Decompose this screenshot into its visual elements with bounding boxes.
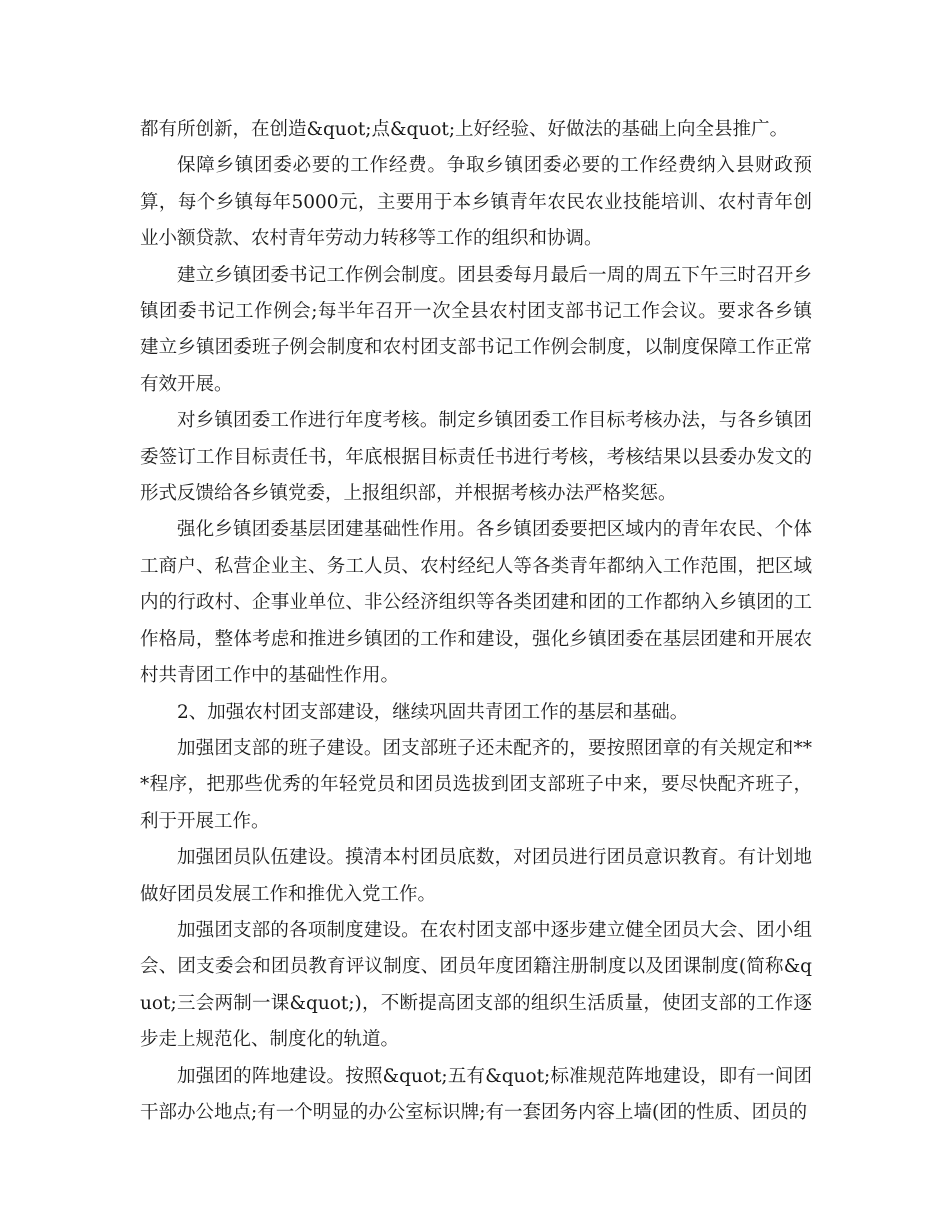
paragraph-leadership-building: 加强团支部的班子建设。团支部班子还未配齐的，要按照团章的有关规定和***程序，把那些优秀的年轻党员和团员选拔到团支部班子中来，要尽快配齐班子，利于开展工作。 <box>140 737 812 832</box>
paragraph-grassroots-role: 强化乡镇团委基层团建基础性作用。各乡镇团委要把区域内的青年农民、个体工商户、私营企业主、务工人员、农村经纪人等各类青年都纳入工作范围，把区域内的行政村、企事业单位、非公经济组织等各类团建和团的工作都纳入乡镇团的工作格局，整体考虑和推进乡镇团的工作和建设，强化乡镇团委在基层团建和开展农村共青团工作中的基础性作用。 <box>140 519 812 687</box>
section-heading-branch-building: 2、加强农村团支部建设，继续巩固共青团工作的基层和基础。 <box>177 701 689 723</box>
paragraph-position-building: 加强团的阵地建设。按照&quot;五有&quot;标准规范阵地建设，即有一间团干部办公地点;有一个明显的办公室标识牌;有一套团务内容上墙(团的性质、团员的 <box>140 1065 812 1123</box>
paragraph-meeting-system: 建立乡镇团委书记工作例会制度。团县委每月最后一周的周五下午三时召开乡镇团委书记工作例会;每半年召开一次全县农村团支部书记工作会议。要求各乡镇建立乡镇团委班子例会制度和农村团支部书记工作例会制度，以制度保障工作正常有效开展。 <box>140 264 812 395</box>
paragraph-member-building: 加强团员队伍建设。摸清本村团员底数，对团员进行团员意识教育。有计划地做好团员发展工作和推优入党工作。 <box>140 847 812 905</box>
paragraph-continuation: 都有所创新，在创造&quot;点&quot;上好经验、好做法的基础上向全县推广。 <box>140 119 789 140</box>
paragraph-work-funding: 保障乡镇团委必要的工作经费。争取乡镇团委必要的工作经费纳入县财政预算，每个乡镇每年5000元，主要用于本乡镇青年农民农业技能培训、农村青年创业小额贷款、农村青年劳动力转移等工作的组织和协调。 <box>140 155 812 250</box>
paragraph-annual-assessment: 对乡镇团委工作进行年度考核。制定乡镇团委工作目标考核办法，与各乡镇团委签订工作目标责任书，年底根据目标责任书进行考核，考核结果以县委办发文的形式反馈给各乡镇党委，上报组织部，并根据考核办法严格奖惩。 <box>140 410 812 505</box>
document-body <box>140 112 812 1131</box>
paragraph-system-building: 加强团支部的各项制度建设。在农村团支部中逐步建立健全团员大会、团小组会、团支委会和团员教育评议制度、团员年度团籍注册制度以及团课制度(简称&quot;三会两制一课&quot;)，不断提高团支部的组织生活质量，使团支部的工作逐步走上规范化、制度化的轨道。 <box>140 919 812 1051</box>
